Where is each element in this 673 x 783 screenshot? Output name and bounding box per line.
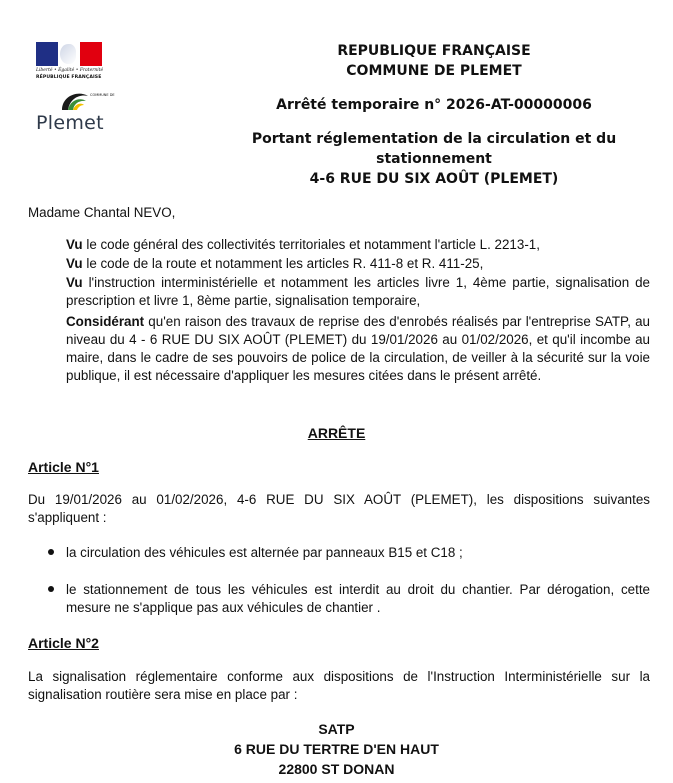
marianne-flag-icon [36,42,102,66]
article-2-intro: La signalisation réglementaire conforme aux dispositions de l'Instruction Interministérielle sur la signalisation routière sera mise en place par : [28,669,650,702]
arrete-number: Arrêté temporaire n° 2026-AT-00000006 [276,97,592,113]
consideration-3 [66,274,650,310]
article-1-intro: Du 19/01/2026 au 01/02/2026, 4-6 RUE DU SIX AOÛT (PLEMET), les dispositions suivantes s'appliquent : [28,492,650,525]
plemet-logo-text: Plemet [36,112,104,134]
consideration-4 [66,313,650,385]
rf-motto: Liberté • Égalité • Fraternité [36,68,104,73]
consideration-keyword: Considérant [66,314,145,329]
plemet-swirl-icon [58,88,94,114]
consideration-keyword: Vu [66,256,83,271]
commune-small-label: COMMUNE DE [90,93,115,97]
consideration-text: l'instruction interministérielle et notamment les articles livre 1, 4ème partie, signalisation de prescription et livre 1, 8ème partie, signalisation temporaire, [66,275,650,308]
header-republique: REPUBLIQUE FRANÇAISE [337,43,531,59]
plemet-commune-logo [36,88,116,138]
consideration-text: le code de la route et notamment les articles R. 411-8 et R. 411-25, [82,256,484,271]
republique-francaise-logo [36,42,104,86]
article-1-bullet-2: le stationnement de tous les véhicules est interdit au droit du chantier. Par dérogation, cette mesure ne s'applique pas aux véhicules de chantier . [66,582,650,615]
article-1-bullet-1: la circulation des véhicules est alternée par panneaux B15 et C18 ; [66,545,463,560]
bullet-icon [48,586,54,592]
consideration-keyword: Vu [66,237,83,252]
header-commune: COMMUNE DE PLEMET [346,63,522,79]
consideration-keyword: Vu [66,275,83,290]
consideration-1 [66,236,650,254]
company-address: 6 RUE DU TERTRE D'EN HAUT [234,741,439,757]
consideration-2 [66,255,650,273]
company-city: 22800 ST DONAN [278,761,395,777]
subject-line-2: stationnement [376,151,492,167]
company-name: SATP [318,721,355,737]
salutation: Madame Chantal NEVO, [28,205,176,220]
rf-logo-name: RÉPUBLIQUE FRANÇAISE [36,75,102,80]
bullet-icon [48,549,54,555]
article-1-title: Article N°1 [28,459,99,475]
article-2-title: Article N°2 [28,635,99,651]
subject-line-3: 4-6 RUE DU SIX AOÛT (PLEMET) [309,171,559,187]
consideration-text: qu'en raison des travaux de reprise des d'enrobés réalisés par l'entreprise SATP, au niveau du 4 - 6 RUE DU SIX AOÛT (PLEMET) du 19/01/2026 au 01/02/2026, et qu'il incombe au maire, dans le cadre de ses pouvoirs de police de la circulation, de veiller à la sécurité sur la voie publique, il est nécessaire d'appliquer les mesures citées dans le présent arrêté. [66,314,650,383]
subject-line-1: Portant réglementation de la circulation et du [251,131,617,147]
consideration-text: le code général des collectivités territoriales et notamment l'article L. 2213-1, [82,237,540,252]
arrete-heading: ARRÊTE [307,425,366,441]
